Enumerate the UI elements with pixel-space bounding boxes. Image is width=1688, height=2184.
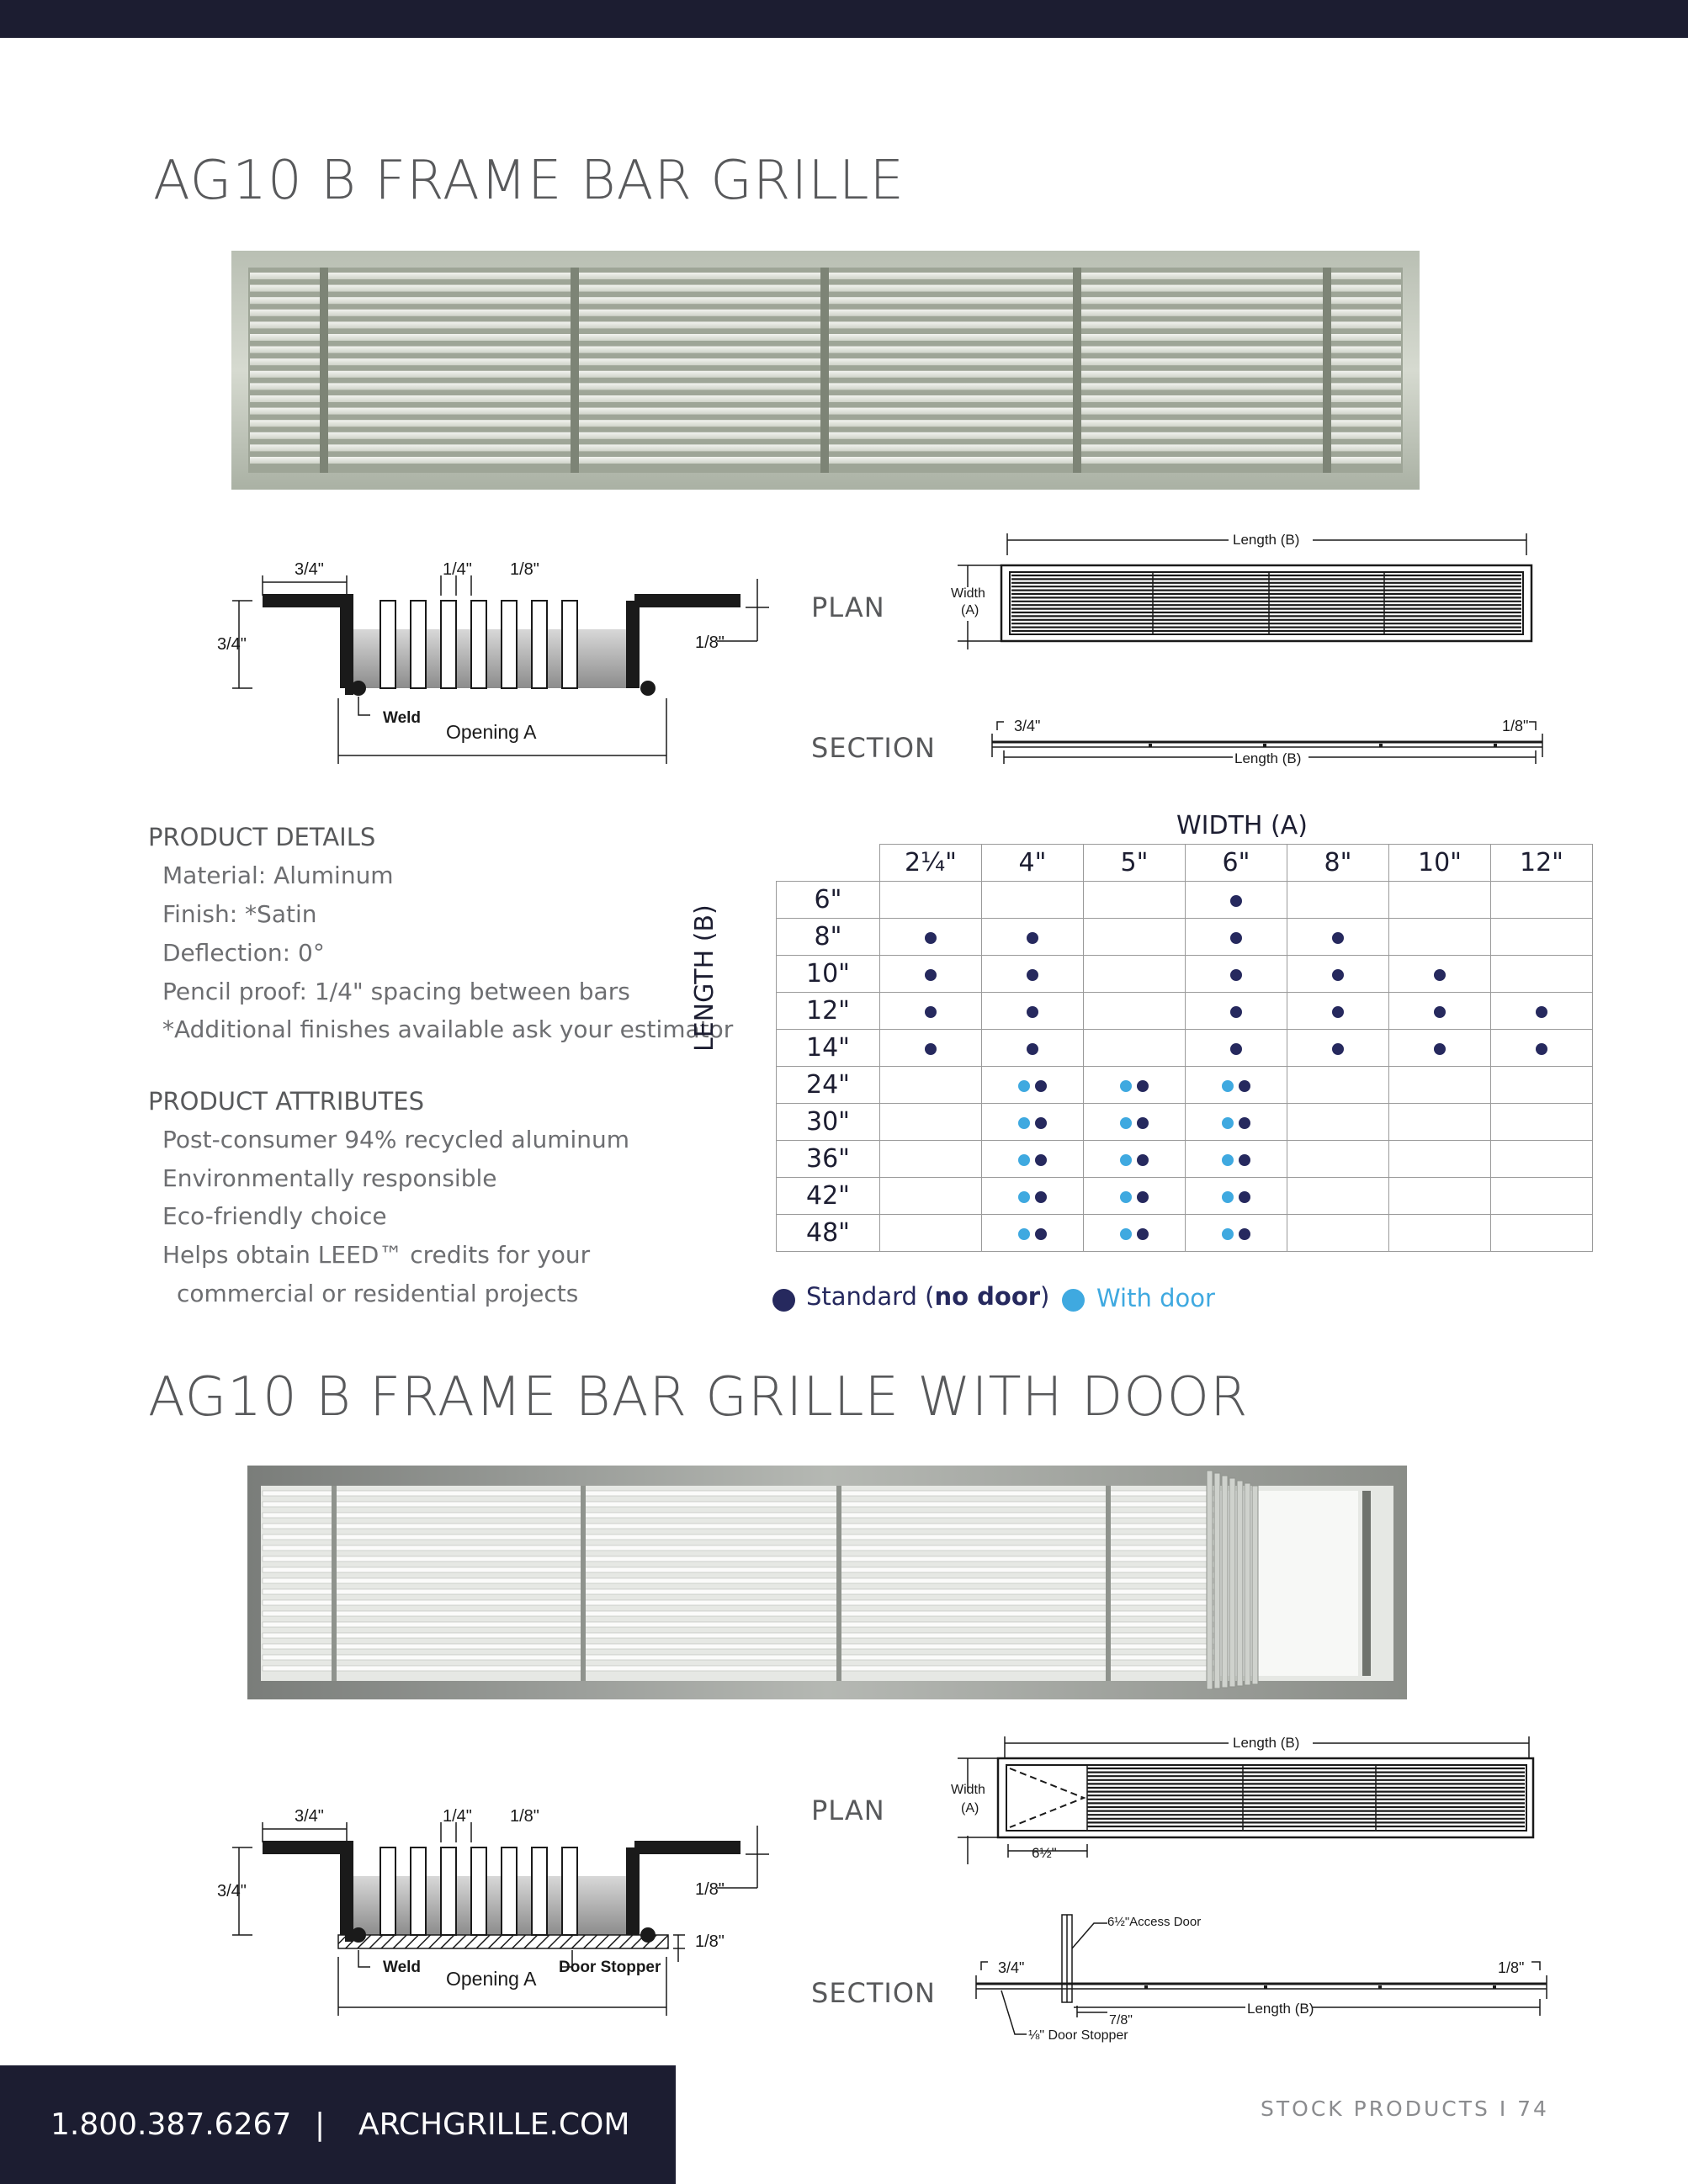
- top-bar: [0, 0, 1688, 38]
- standard-dot: [1027, 1006, 1038, 1018]
- door-dot: [1018, 1117, 1030, 1129]
- section-label: SECTION: [811, 732, 936, 764]
- column-header: 2¼": [880, 845, 982, 882]
- table-cell: [1491, 1067, 1593, 1104]
- table-cell: [1389, 1067, 1491, 1104]
- standard-dot: [1035, 1117, 1047, 1129]
- plan-width-label: Width: [951, 586, 985, 601]
- standard-dot: [1035, 1191, 1047, 1203]
- door-dot: [1222, 1117, 1234, 1129]
- table-cell: [1389, 956, 1491, 993]
- standard-dot: [925, 1006, 937, 1018]
- door-dot: [1120, 1228, 1132, 1240]
- row-header: 30": [777, 1104, 880, 1141]
- standard-dot: [1230, 1043, 1242, 1055]
- table-cell: [1186, 993, 1287, 1030]
- table-cell: [982, 993, 1084, 1030]
- door-dot: [1120, 1154, 1132, 1166]
- row-header: 24": [777, 1067, 880, 1104]
- column-header: 4": [982, 845, 1084, 882]
- legend-door: With door: [1096, 1284, 1215, 1312]
- standard-dot: [1239, 1117, 1250, 1129]
- section-drawing: [980, 713, 1553, 781]
- standard-dot: [1137, 1154, 1149, 1166]
- table-row: [777, 956, 1593, 993]
- table-cell: [1491, 1030, 1593, 1067]
- plan-label: PLAN: [811, 1794, 885, 1826]
- table-cell: [1389, 1215, 1491, 1252]
- section-mid-dim: 7/8": [1109, 2013, 1133, 2028]
- section-left-dim: 3/4": [998, 1959, 1025, 1976]
- standard-dot: [1332, 932, 1344, 944]
- attribute-item: Helps obtain LEED™ credits for your: [162, 1241, 591, 1269]
- table-cell: [982, 882, 1084, 919]
- dim-depth: 3/4": [217, 1882, 247, 1900]
- standard-dot: [1027, 969, 1038, 981]
- table-cell: [880, 1215, 982, 1252]
- table-cell: [1491, 919, 1593, 956]
- detail-item: Deflection: 0°: [162, 939, 325, 967]
- table-cell: [1186, 1104, 1287, 1141]
- dim-flange: 3/4": [295, 560, 324, 579]
- table-cell: [1084, 1030, 1186, 1067]
- table-cell: [982, 1215, 1084, 1252]
- table-cell: [1389, 1141, 1491, 1178]
- section-left-dim: 3/4": [1014, 718, 1041, 734]
- table-cell: [1491, 1104, 1593, 1141]
- standard-dot: [1332, 1043, 1344, 1055]
- dim-gap: 1/8": [510, 1807, 539, 1826]
- standard-dot: [925, 932, 937, 944]
- dim-bar: 1/4": [443, 1807, 472, 1826]
- table-cell: [880, 1030, 982, 1067]
- table-cell: [1186, 1067, 1287, 1104]
- table-cell: [1491, 1215, 1593, 1252]
- standard-dot: [1536, 1043, 1547, 1055]
- table-cell: [982, 1104, 1084, 1141]
- standard-dot: [1035, 1080, 1047, 1092]
- table-row: [777, 1141, 1593, 1178]
- standard-dot: [1137, 1228, 1149, 1240]
- dim-flange: 3/4": [295, 1807, 324, 1826]
- table-cell: [1084, 1067, 1186, 1104]
- table-cell: [1186, 1215, 1287, 1252]
- table-cell: [1287, 1215, 1389, 1252]
- cross-section-drawing: [202, 547, 791, 774]
- table-cell: [1084, 993, 1186, 1030]
- section-title-door: AG10 B FRAME BAR GRILLE WITH DOOR: [148, 1366, 1249, 1429]
- dim-depth: 3/4": [217, 635, 247, 654]
- standard-dot: [1434, 1043, 1446, 1055]
- plan-width-label: Width: [951, 1783, 985, 1797]
- door-dot: [1120, 1117, 1132, 1129]
- table-cell: [1287, 1030, 1389, 1067]
- standard-dot: [1239, 1228, 1250, 1240]
- table-row: [777, 1030, 1593, 1067]
- plan-length-label: Length (B): [1233, 532, 1300, 548]
- access-door-note: 6½"Access Door: [1107, 1915, 1202, 1929]
- table-cell: [982, 956, 1084, 993]
- door-dot: [1018, 1191, 1030, 1203]
- weld-label: Weld: [383, 1959, 422, 1976]
- table-cell: [982, 919, 1084, 956]
- table-cell: [880, 1141, 982, 1178]
- standard-dot: [1230, 932, 1242, 944]
- table-cell: [1084, 956, 1186, 993]
- row-header: 8": [777, 919, 880, 956]
- plan-label: PLAN: [811, 591, 885, 623]
- standard-dot: [1035, 1228, 1047, 1240]
- table-cell: [1389, 1178, 1491, 1215]
- door-dot: [1018, 1080, 1030, 1092]
- table-cell: [1389, 882, 1491, 919]
- table-cell: [1389, 919, 1491, 956]
- standard-dot: [1230, 1006, 1242, 1018]
- table-cell: [982, 1030, 1084, 1067]
- standard-dot: [1536, 1006, 1547, 1018]
- door-stopper-note: ⅛" Door Stopper: [1028, 2028, 1128, 2043]
- standard-dot: [925, 1043, 937, 1055]
- opening-label: Opening A: [446, 1968, 537, 1990]
- plan-door-dim: 6½": [1032, 1845, 1057, 1861]
- attribute-item: Environmentally responsible: [162, 1164, 497, 1192]
- detail-item: Pencil proof: 1/4" spacing between bars: [162, 978, 630, 1005]
- detail-item: Material: Aluminum: [162, 861, 394, 889]
- standard-dot: [1332, 969, 1344, 981]
- standard-dot: [1434, 1006, 1446, 1018]
- attributes-heading: PRODUCT ATTRIBUTES: [148, 1087, 424, 1116]
- column-header: 12": [1491, 845, 1593, 882]
- table-cell: [982, 1178, 1084, 1215]
- table-row: [777, 1104, 1593, 1141]
- legend-standard: Standard (no door): [806, 1282, 1050, 1311]
- door-dot: [1120, 1080, 1132, 1092]
- grille-door-photo: [247, 1466, 1407, 1699]
- table-cell: [880, 956, 982, 993]
- attribute-item: Post-consumer 94% recycled aluminum: [162, 1126, 630, 1153]
- section-length-label: Length (B): [1234, 750, 1302, 766]
- table-cell: [1084, 1215, 1186, 1252]
- table-cell: [1491, 882, 1593, 919]
- table-row: [777, 1178, 1593, 1215]
- standard-dot: [1027, 932, 1038, 944]
- page-title: AG10 B FRAME BAR GRILLE: [153, 150, 905, 212]
- row-header: 6": [777, 882, 880, 919]
- table-row: [777, 919, 1593, 956]
- door-dot: [1222, 1080, 1234, 1092]
- plan-length-label: Length (B): [1233, 1735, 1300, 1751]
- attribute-item: commercial or residential projects: [177, 1280, 579, 1307]
- door-dot: [1018, 1154, 1030, 1166]
- door-stopper-label: Door Stopper: [559, 1959, 661, 1976]
- grille-photo: [231, 251, 1420, 490]
- table-cell: [982, 1141, 1084, 1178]
- table-cell: [1491, 1178, 1593, 1215]
- section-right-dim: 1/8": [1498, 1959, 1525, 1976]
- detail-item: *Additional finishes available ask your estimator: [162, 1015, 734, 1043]
- standard-dot: [1239, 1080, 1250, 1092]
- table-cell: [880, 993, 982, 1030]
- standard-dot: [1137, 1191, 1149, 1203]
- section-label: SECTION: [811, 1977, 936, 2009]
- table-row: [777, 1067, 1593, 1104]
- section-right-dim: 1/8": [1502, 718, 1529, 734]
- table-cell: [1491, 993, 1593, 1030]
- plan-drawing: [942, 522, 1548, 656]
- attribute-item: Eco-friendly choice: [162, 1202, 387, 1230]
- standard-dot: [1434, 969, 1446, 981]
- details-heading: PRODUCT DETAILS: [148, 823, 376, 851]
- table-cell: [1084, 1178, 1186, 1215]
- door-dot: [1120, 1191, 1132, 1203]
- width-axis-title: WIDTH (A): [1176, 811, 1308, 840]
- table-cell: [880, 1067, 982, 1104]
- footer-separator: |: [315, 2107, 326, 2142]
- plan-width-a: (A): [961, 603, 979, 618]
- column-header: 8": [1287, 845, 1389, 882]
- standard-dot: [1137, 1117, 1149, 1129]
- door-dot: [1018, 1228, 1030, 1240]
- table-cell: [1186, 1030, 1287, 1067]
- table-cell: [1287, 1141, 1389, 1178]
- phone-number[interactable]: 1.800.387.6267: [50, 2107, 292, 2142]
- legend-door-dot: [1062, 1289, 1085, 1312]
- row-header: 12": [777, 993, 880, 1030]
- row-header: 42": [777, 1178, 880, 1215]
- door-dot: [1222, 1154, 1234, 1166]
- table-cell: [1287, 882, 1389, 919]
- size-availability-table: [776, 844, 1593, 1252]
- table-cell: [1287, 993, 1389, 1030]
- table-cell: [1084, 882, 1186, 919]
- website-link[interactable]: ARCHGRILLE.COM: [358, 2107, 630, 2142]
- length-axis-title: LENGTH (B): [690, 904, 719, 1052]
- row-header: 36": [777, 1141, 880, 1178]
- dim-stopper: 1/8": [695, 1932, 725, 1951]
- standard-dot: [1332, 1006, 1344, 1018]
- standard-dot: [1239, 1154, 1250, 1166]
- table-cell: [1186, 956, 1287, 993]
- detail-item: Finish: *Satin: [162, 900, 317, 928]
- door-dot: [1222, 1228, 1234, 1240]
- column-header: 10": [1389, 845, 1491, 882]
- table-cell: [1287, 1104, 1389, 1141]
- table-cell: [1389, 1030, 1491, 1067]
- table-row: [777, 882, 1593, 919]
- standard-dot: [1230, 969, 1242, 981]
- table-cell: [880, 919, 982, 956]
- column-header: 5": [1084, 845, 1186, 882]
- table-cell: [1491, 1141, 1593, 1178]
- page-number: STOCK PRODUCTS I 74: [1261, 2097, 1549, 2121]
- plan-width-a: (A): [961, 1801, 979, 1816]
- table-corner: [777, 845, 880, 882]
- table-row: [777, 1215, 1593, 1252]
- table-cell: [1491, 956, 1593, 993]
- door-dot: [1222, 1191, 1234, 1203]
- table-cell: [1084, 919, 1186, 956]
- footer-bar: [0, 2065, 676, 2184]
- table-cell: [880, 1178, 982, 1215]
- table-cell: [1287, 919, 1389, 956]
- plan-door-drawing: [942, 1725, 1557, 1868]
- table-cell: [1084, 1141, 1186, 1178]
- standard-dot: [1027, 1043, 1038, 1055]
- standard-dot: [1035, 1154, 1047, 1166]
- row-header: 48": [777, 1215, 880, 1252]
- column-header: 6": [1186, 845, 1287, 882]
- dim-gap: 1/8": [510, 560, 539, 579]
- table-cell: [1389, 1104, 1491, 1141]
- table-cell: [982, 1067, 1084, 1104]
- table-cell: [1186, 919, 1287, 956]
- section-length-label: Length (B): [1247, 2001, 1314, 2017]
- weld-label: Weld: [383, 709, 422, 727]
- table-row: [777, 993, 1593, 1030]
- standard-dot: [1239, 1191, 1250, 1203]
- dim-lip: 1/8": [695, 1880, 725, 1899]
- table-cell: [880, 1104, 982, 1141]
- table-cell: [1084, 1104, 1186, 1141]
- table-cell: [1186, 1141, 1287, 1178]
- table-cell: [1287, 956, 1389, 993]
- table-cell: [1389, 993, 1491, 1030]
- row-header: 14": [777, 1030, 880, 1067]
- opening-label: Opening A: [446, 721, 537, 743]
- section-door-drawing: [968, 1911, 1557, 2054]
- legend-standard-dot: [772, 1289, 795, 1312]
- table-cell: [1287, 1067, 1389, 1104]
- standard-dot: [1230, 895, 1242, 907]
- table-cell: [1287, 1178, 1389, 1215]
- table-header-row: [777, 845, 1593, 882]
- table-cell: [1186, 882, 1287, 919]
- row-header: 10": [777, 956, 880, 993]
- table-cell: [880, 882, 982, 919]
- dim-lip: 1/8": [695, 633, 725, 652]
- standard-dot: [925, 969, 937, 981]
- table-cell: [1186, 1178, 1287, 1215]
- dim-bar: 1/4": [443, 560, 472, 579]
- standard-dot: [1137, 1080, 1149, 1092]
- cross-section-door-drawing: [202, 1794, 791, 2029]
